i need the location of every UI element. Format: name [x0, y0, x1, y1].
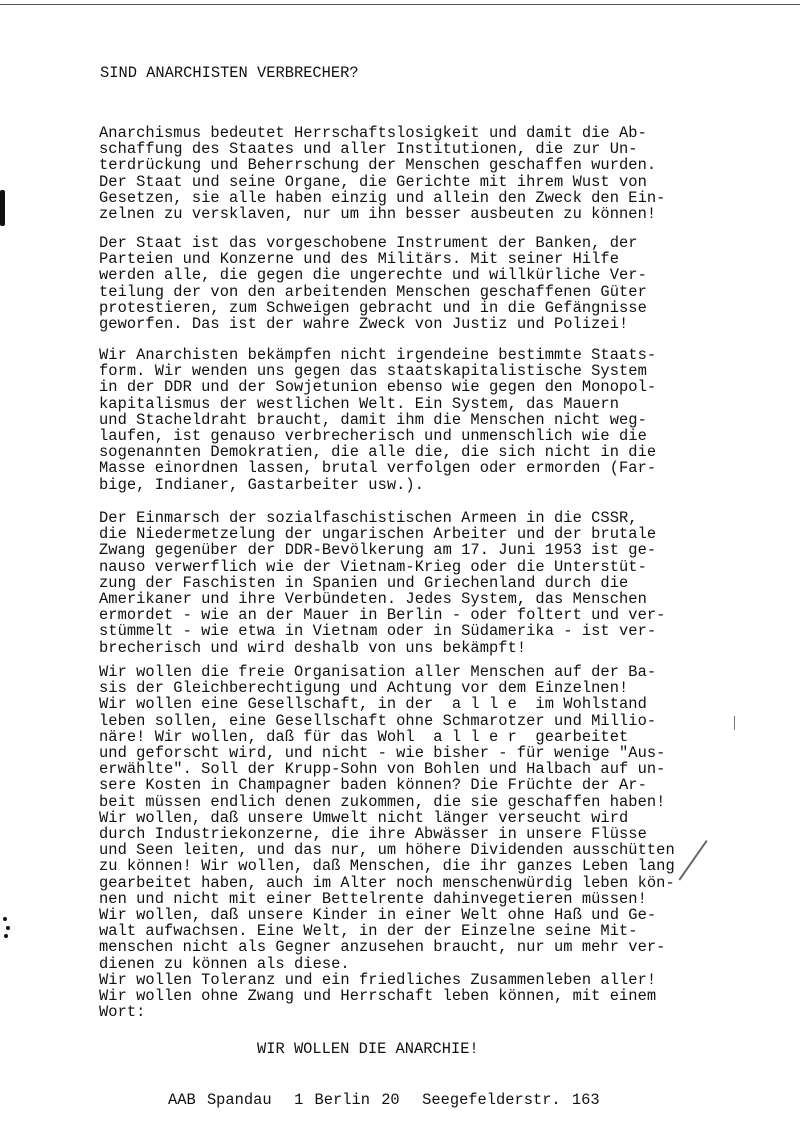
text-line: gearbeitet haben, auch im Alter noch menschenwürdig leben kön- — [99, 873, 675, 892]
text-line: dienen zu können als diese. — [99, 954, 350, 973]
text-line: sogenannten Demokratien, die alle die, die sich nicht in die — [99, 443, 657, 462]
text-line: Wir wollen die freie Organisation aller Menschen auf der Ba- — [99, 663, 657, 681]
text-line: Wir wollen, daß unsere Kinder in einer Welt ohne Haß und Ge- — [99, 906, 657, 924]
text-line: kapitalismus der westlichen Welt. Ein System, das Mauern — [99, 394, 620, 413]
text-line: Gesetzen, sie alle haben einzig und allein den Zweck den Ein- — [99, 188, 666, 207]
text-line: Parteien und Konzerne und des Militärs. Mit seiner Hilfe — [99, 250, 620, 269]
scan-edge-line — [0, 4, 800, 5]
text-line: teilung der von den arbeitenden Menschen geschaffenen Güter — [99, 282, 647, 301]
text-line: Masse einordnen lassen, brutal verfolgen oder ermorden (Far- — [99, 459, 657, 478]
text-line: geworfen. Das ist der wahre Zweck von Justiz und Polizei! — [99, 315, 629, 333]
text-line: Wir wollen Toleranz und ein friedliches Zusammenleben aller! — [99, 970, 657, 989]
footer-address: AAB Spandau 1 Berlin 20 Seegefelderstr. 163 — [168, 1091, 600, 1109]
text-line: durch Industriekonzerne, die ihre Abwässer in unsere Flüsse — [99, 825, 647, 843]
text-line: ermordet - wie an der Mauer in Berlin - oder foltert und ver- — [99, 606, 666, 625]
text-line: menschen nicht als Gegner anzusehen braucht, nur um mehr ver- — [99, 938, 666, 957]
text-line: beit müssen endlich denen zukommen, die sie geschaffen haben! — [99, 792, 666, 811]
text-line: sere Kosten in Champagner baden können? Die Früchte der Ar- — [99, 776, 647, 795]
text-line: erwählte". Soll der Krupp-Sohn von Bohlen und Halbach auf un- — [99, 760, 666, 779]
text-line: bige, Indianer, Gastarbeiter usw.). — [99, 475, 425, 494]
text-line: form. Wir wenden uns gegen das staatskapitalistische System — [99, 362, 647, 381]
text-line: Zwang gegenüber der DDR-Bevölkerung am 17. Juni 1953 ist ge- — [99, 541, 657, 560]
text-line: stümmelt - wie etwa in Vietnam oder in Südamerika - ist ver- — [99, 622, 657, 641]
text-line: brecherisch und wird deshalb von uns bekämpft! — [99, 638, 527, 657]
text-line: terdrückung und Beherrschung der Menschen geschaffen wurden. — [99, 156, 657, 175]
text-line: Wir wollen eine Gesellschaft, in der a l l e im Wohlstand — [99, 695, 647, 714]
document-title: SIND ANARCHISTEN VERBRECHER? — [100, 64, 359, 82]
text-line: leben sollen, eine Gesellschaft ohne Schmarotzer und Millio- — [99, 711, 657, 730]
text-line: in der DDR und der Sowjetunion ebenso wie gegen den Monopol- — [99, 378, 657, 397]
text-line: und Stacheldraht braucht, damit ihm die Menschen nicht weg- — [99, 410, 647, 429]
text-line: Anarchismus bedeutet Herrschaftslosigkeit und damit die Ab- — [99, 124, 647, 142]
text-line: werden alle, die gegen die ungerechte und willkürliche Ver- — [99, 266, 647, 285]
text-line: schaffung des Staates und aller Institutionen, die zur Un- — [99, 140, 638, 159]
text-line: zelnen zu versklaven, nur um ihn besser ausbeuten zu können! — [99, 205, 657, 223]
text-line: sis der Gleichberechtigung und Achtung vor dem Einzelnen! — [99, 679, 629, 698]
text-line: und Seen leiten, und das nur, um höhere Dividenden ausschütten — [99, 841, 675, 860]
scan-mark — [0, 190, 5, 226]
closing-slogan: WIR WOLLEN DIE ANARCHIE! — [257, 1040, 479, 1058]
text-line: Wir wollen, daß unsere Umwelt nicht länger verseucht wird — [99, 808, 629, 827]
pen-tick — [734, 716, 735, 730]
text-line: zung der Faschisten in Spanien und Griechenland durch die — [99, 573, 629, 592]
text-line: Der Einmarsch der sozialfaschistischen Armeen in die CSSR, — [99, 509, 638, 527]
text-line: walt aufwachsen. Eine Welt, in der der Einzelne seine Mit- — [99, 922, 638, 941]
text-line: und geforscht wird, und nicht - wie bisher - für wenige "Aus- — [99, 744, 666, 762]
text-line: nauso verwerflich wie der Vietnam-Krieg oder die Unterstüt- — [99, 557, 647, 576]
text-line: laufen, ist genauso verbrecherisch und unmenschlich wie die — [99, 427, 647, 445]
text-line: Amerikaner und ihre Verbündeten. Jedes System, das Menschen — [99, 590, 647, 608]
text-line: Wir wollen ohne Zwang und Herrschaft leben können, mit einem — [99, 987, 657, 1005]
text-line: näre! Wir wollen, daß für das Wohl a l l e r gearbeitet — [99, 727, 629, 746]
text-line: Wort: — [99, 1003, 146, 1022]
text-line: Der Staat und seine Organe, die Gerichte mit ihrem Wust von — [99, 172, 647, 191]
text-line: Der Staat ist das vorgeschobene Instrument der Banken, der — [99, 234, 638, 252]
text-line: Wir Anarchisten bekämpfen nicht irgendeine bestimmte Staats- — [99, 346, 657, 364]
text-line: die Niedermetzelung der ungarischen Arbeiter und der brutale — [99, 525, 657, 544]
scan-dots — [3, 917, 11, 939]
text-line: protestieren, zum Schweigen gebracht und in die Gefängnisse — [99, 298, 647, 317]
pen-stroke — [678, 840, 707, 880]
text-line: zu können! Wir wollen, daß Menschen, die ihr ganzes Leben lang — [99, 857, 675, 876]
text-line: nen und nicht mit einer Bettelrente dahinvegetieren müssen! — [99, 889, 647, 908]
